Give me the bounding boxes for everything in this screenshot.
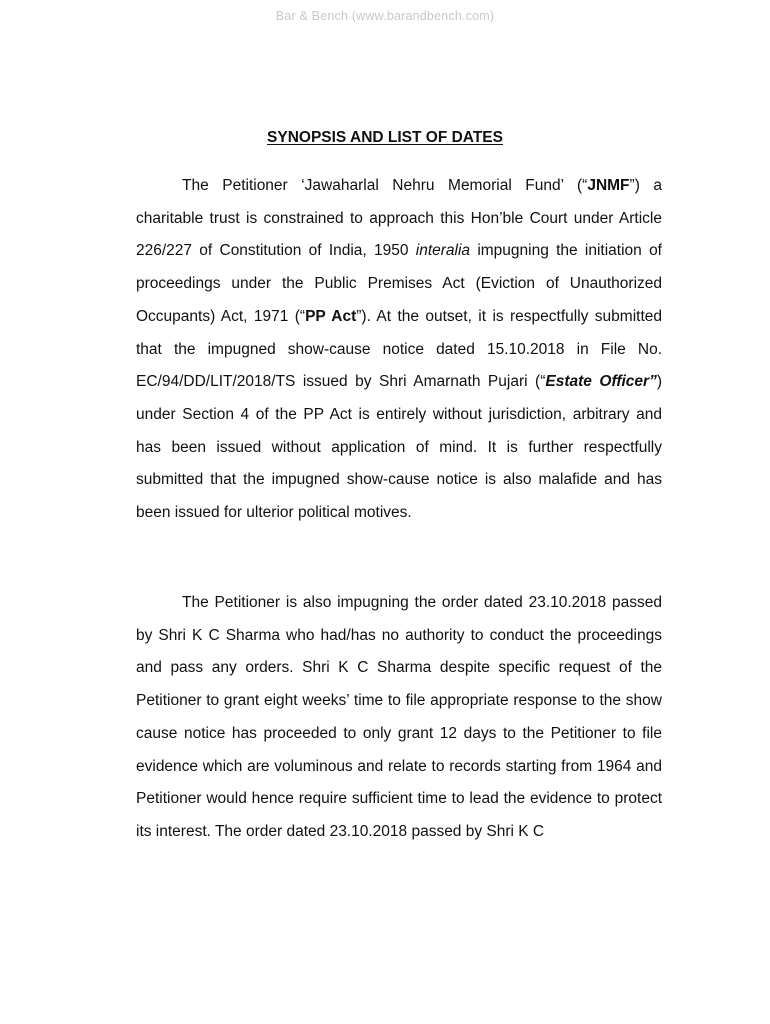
p1-bold-italic-estate-officer: Estate Officer” xyxy=(545,373,657,391)
p2-text: The Petitioner is also impugning the order dated 23.10.2018 passed by Shri K C Sharma who had/has no authority to conduct the proceedings and pass any orders. Shri K C Sharma despite specific request of the Petitioner to grant eight weeks’ time to file appropriate response to the show cause notice has proceeded to only grant 12 days to the Petitioner to file evidence which are voluminous and relate to records starting from 1964 and Petitioner would hence require sufficient time to lead the evidence to protect its interest. The order dated 23.10.2018 passed by Shri K C xyxy=(136,594,662,840)
p1-bold-pp-act: PP Act xyxy=(305,307,357,325)
watermark-text: Bar & Bench (www.barandbench.com) xyxy=(275,9,495,23)
p1-text-5: ) under Section 4 of the PP Act is entirely without jurisdiction, arbitrary and has been issued without application of mind. It is further respectfully submitted that the impugned show-cause notice is also malafide and has been issued for ulterior political motives. xyxy=(136,373,662,522)
p1-text-1: The Petitioner ‘Jawaharlal Nehru Memorial Fund’ (“ xyxy=(182,177,588,194)
synopsis-paragraph-2 xyxy=(136,587,662,849)
p1-italic-interalia: interalia xyxy=(415,242,471,260)
p1-text-2: ”) a charitable trust is constrained to approach this Hon’ble Court under Article 226/227 of Constitution of India, 1950 xyxy=(136,177,662,260)
p1-text-3: impugning the initiation of proceedings under the Public Premises Act (Eviction of Unauthorized Occupants) Act, 1971 (“ xyxy=(136,242,662,325)
p1-bold-jnmf: JNMF xyxy=(587,177,630,194)
document-title: SYNOPSIS AND LIST OF DATES xyxy=(267,129,503,146)
p1-text-4: ”). At the outset, it is respectfully submitted that the impugned show-cause notice dated 15.10.2018 in File No. EC/94/DD/LIT/2018/TS issued by Shri Amarnath Pujari (“ xyxy=(136,307,662,391)
synopsis-paragraph-1 xyxy=(136,170,662,530)
